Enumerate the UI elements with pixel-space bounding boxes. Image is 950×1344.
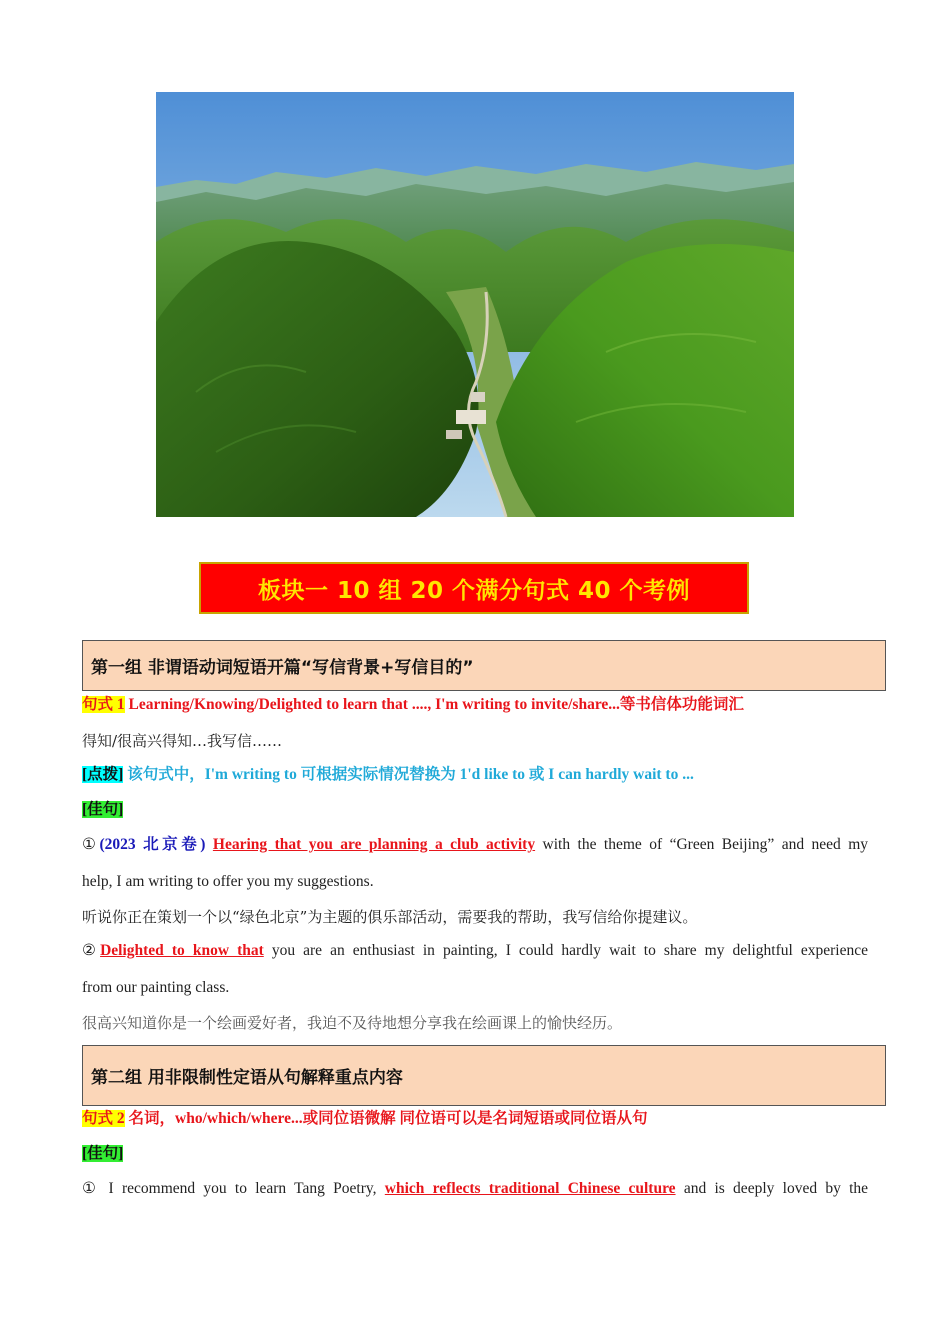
example-tag: [佳句] bbox=[82, 801, 124, 818]
group2-pattern-line bbox=[82, 1108, 868, 1130]
group1-heading: 第一组 非谓语动词短语开篇“写信背景+写信目的” bbox=[82, 640, 886, 691]
tip-tag: [点拨] bbox=[82, 766, 124, 783]
pattern-text: Learning/Knowing/Delighted to learn that ...., I'm writing to invite/share...等书信体功能词汇 bbox=[128, 696, 744, 713]
key-phrase: Delighted to know that bbox=[100, 942, 264, 959]
group1-pattern-line bbox=[82, 694, 868, 716]
example2-line1 bbox=[82, 940, 868, 962]
group2-heading: 第二组 用非限制性定语从句解释重点内容 bbox=[82, 1045, 886, 1106]
mountain-valley-illustration bbox=[156, 92, 794, 517]
example-tag-line bbox=[82, 799, 868, 821]
example-number: ① bbox=[82, 1180, 101, 1197]
group2-example1-line1 bbox=[82, 1178, 868, 1200]
example-number: ② bbox=[82, 942, 101, 959]
sentence-lead: I recommend you to learn Tang Poetry, bbox=[108, 1180, 377, 1197]
example1-line2: help, I am writing to offer you my suggestions. bbox=[82, 873, 374, 890]
tip-text: 该句式中，I'm writing to 可根据实际情况替换为 1'd like to 或 I can hardly wait to ... bbox=[127, 766, 694, 783]
pattern-translation: 得知/很高兴得知…我写信…… bbox=[82, 732, 283, 750]
key-phrase: Hearing that you are planning a club activity bbox=[212, 836, 536, 853]
example2-line2: from our painting class. bbox=[82, 979, 230, 996]
mountain-valley-photo bbox=[156, 92, 794, 517]
sentence-rest: and is deeply loved by the bbox=[683, 1180, 869, 1197]
sentence-rest: you are an enthusiast in painting, I could hardly wait to share my delightful experience bbox=[271, 942, 868, 959]
example-number: ① bbox=[82, 836, 100, 853]
exam-source: (2023 北京卷) bbox=[99, 836, 206, 853]
pattern-tag: 句式 2 bbox=[82, 1110, 125, 1127]
section-title-banner: 板块一 10 组 20 个满分句式 40 个考例 bbox=[199, 562, 749, 614]
sentence-rest: with the theme of “Green Beijing” and need my bbox=[542, 836, 869, 853]
example1-translation: 听说你正在策划一个以“绿色北京”为主题的俱乐部活动，需要我的帮助，我写信给你提建议。 bbox=[82, 908, 698, 926]
example1-line1 bbox=[82, 834, 868, 856]
key-phrase: which reflects traditional Chinese culture bbox=[384, 1180, 676, 1197]
pattern-text: 名词，who/which/where...或同位语微解 同位语可以是名词短语或同位语从句 bbox=[128, 1110, 648, 1127]
group2-example-tag-line bbox=[82, 1143, 868, 1165]
pattern-tag: 句式 1 bbox=[82, 696, 125, 713]
example2-translation: 很高兴知道你是一个绘画爱好者，我迫不及待地想分享我在绘画课上的愉快经历。 bbox=[82, 1014, 623, 1032]
example-tag: [佳句] bbox=[82, 1145, 124, 1162]
tip-line bbox=[82, 764, 868, 786]
